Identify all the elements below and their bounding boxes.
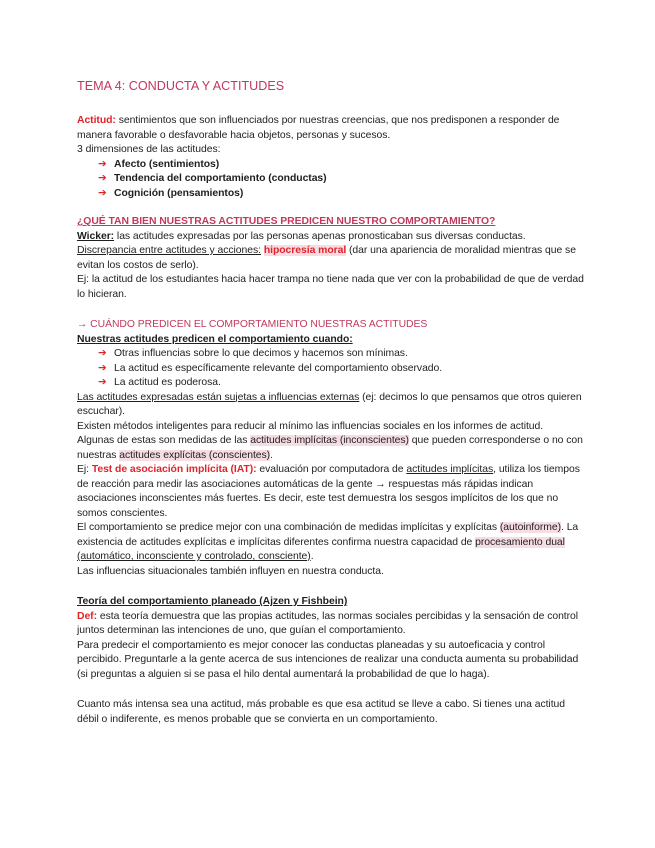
iat-term: Test de asociación implícita (IAT):: [91, 464, 257, 475]
external-influences-term: Las actitudes expresadas están sujetas a influencias externas: [77, 391, 360, 403]
external-influences-text: (ej: decimos lo que pensamos que otros quieren escuchar).: [77, 391, 582, 417]
dual-processing-highlight: procesamiento dual: [475, 536, 565, 548]
text-run: .: [310, 551, 314, 562]
dual-processing-detail: (automático, inconsciente y controlado, consciente): [77, 551, 311, 562]
text-run: que pueden corresponderse o no con nuestras: [77, 435, 583, 461]
list-item: [98, 158, 585, 173]
methods-paragraph: Existen métodos inteligentes para reducir al mínimo las influencias sociales en los informes de actitud.: [77, 420, 544, 432]
closing-paragraph: Cuanto más intensa sea una actitud, más probable es que esa actitud se lleve a cabo. Si tienes una actitud débil o indiferente, es menos probable que se convierta en un comportamiento.: [77, 699, 565, 725]
text-run: El comportamiento se predice mejor con una combinación de medidas implícitas y explícitas: [77, 522, 500, 533]
section-heading-prediction: ¿QUÉ TAN BIEN NUESTRAS ACTITUDES PREDICEN NUESTRO COMPORTAMIENTO?: [77, 216, 496, 227]
list-item-text: Otras influencias sobre lo que decimos y hacemos son mínimas.: [114, 348, 408, 359]
conditions-subheading: Nuestras actitudes predicen el comportamiento cuando:: [77, 333, 353, 345]
dimensions-intro: 3 dimensiones de las actitudes:: [77, 144, 221, 155]
wicker-paragraph: [77, 230, 585, 245]
discrepancy-term: Discrepancia entre actitudes y acciones:: [77, 245, 261, 256]
predict-paragraph: Para predecir el comportamiento es mejor conocer las conductas planeadas y su autoeficacia y control percibido. Preguntarle a la gente acerca de sus intenciones de realizar una conducta aumenta su probabilidad (si preguntas a alguien si se pasa el hilo dental aumentará la probabilidad de que lo haga).: [77, 639, 579, 680]
text-run: . La existencia de actitudes explícitas e implícitas diferentes confirma nuestra capacidad de: [77, 522, 579, 548]
dimensions-list: [77, 158, 585, 202]
arrow-icon: ➔: [98, 187, 107, 199]
list-item: [98, 376, 585, 391]
list-item-text: Cognición (pensamientos): [114, 187, 244, 199]
definition-term: Def:: [77, 610, 98, 622]
explicit-attitudes-highlight: actitudes explícitas (conscientes): [119, 449, 271, 461]
implicit-explicit-paragraph: [77, 434, 585, 463]
list-item-text: Afecto (sentimientos): [114, 158, 220, 170]
discrepancy-paragraph: [77, 244, 585, 273]
situational-paragraph: Las influencias situacionales también influyen en nuestra conducta.: [77, 565, 384, 577]
implicit-attitudes-underline: actitudes implícitas: [406, 464, 494, 475]
discrepancy-text: (dar una apariencia de moralidad mientras que se evitan los costos de serlo).: [77, 245, 576, 271]
list-item-text: La actitud es específicamente relevante del comportamiento observado.: [114, 362, 443, 374]
list-item: [98, 172, 585, 187]
attitude-definition: [77, 114, 585, 143]
text-run: .: [270, 449, 273, 461]
attitude-term: Actitud:: [77, 115, 116, 126]
section-heading-when: → CUÁNDO PREDICEN EL COMPORTAMIENTO NUESTRAS ACTITUDES: [77, 319, 428, 330]
self-report-highlight: (autoinforme): [499, 522, 562, 533]
wicker-text: las actitudes expresadas por las personas apenas pronosticaban sus diversas conductas.: [114, 230, 526, 242]
arrow-icon: ➔: [98, 362, 107, 374]
definition-paragraph: [77, 610, 585, 639]
definition-text: esta teoría demuestra que las propias actitudes, las normas sociales percibidas y la sensación de control juntos determinan las intenciones de uno, que guían el comportamiento.: [77, 610, 579, 636]
text-run: , utiliza los tiempos de reacción para medir las asociaciones automáticas de la gente → respuestas más rápidas indican asociaciones inconscientes más fuertes. Es decir, este test demuestra los sesgos implícitos de los que no somos conscientes.: [77, 464, 580, 519]
arrow-icon: ➔: [98, 173, 107, 184]
list-item: [98, 347, 585, 362]
wicker-term: Wicker:: [77, 230, 115, 242]
arrow-icon: ➔: [98, 158, 107, 170]
list-item-text: Tendencia del comportamiento (conductas): [114, 173, 327, 184]
external-influences-paragraph: [77, 391, 585, 420]
list-item: [98, 362, 585, 377]
section-heading-planned-behavior: Teoría del comportamiento planeado (Ajzen y Fishbein): [77, 596, 348, 607]
implicit-attitudes-highlight: actitudes implícitas (inconscientes): [250, 435, 409, 446]
arrow-icon: ➔: [98, 377, 107, 388]
page-title: TEMA 4: CONDUCTA Y ACTITUDES: [77, 79, 285, 93]
iat-paragraph: [77, 463, 585, 521]
text-run: Ej:: [77, 464, 92, 475]
moral-hypocrisy-highlight: hipocresía moral: [263, 245, 347, 256]
attitude-definition-text: sentimientos que son influenciados por nuestras creencias, que nos predisponen a responder de manera favorable o desfavorable hacia objetos, personas y sucesos.: [77, 115, 560, 141]
arrow-icon: ➔: [98, 348, 107, 359]
cheating-example: Ej: la actitud de los estudiantes hacia hacer trampa no tiene nada que ver con la probabilidad de que de verdad lo hicieran.: [77, 274, 584, 300]
conditions-list: [77, 347, 585, 391]
list-item: [98, 187, 585, 202]
list-item-text: La actitud es poderosa.: [114, 377, 221, 388]
text-run: evaluación por computadora de: [256, 464, 407, 475]
prediction-paragraph: [77, 521, 585, 565]
text-run: Algunas de estas son medidas de las: [77, 435, 251, 446]
